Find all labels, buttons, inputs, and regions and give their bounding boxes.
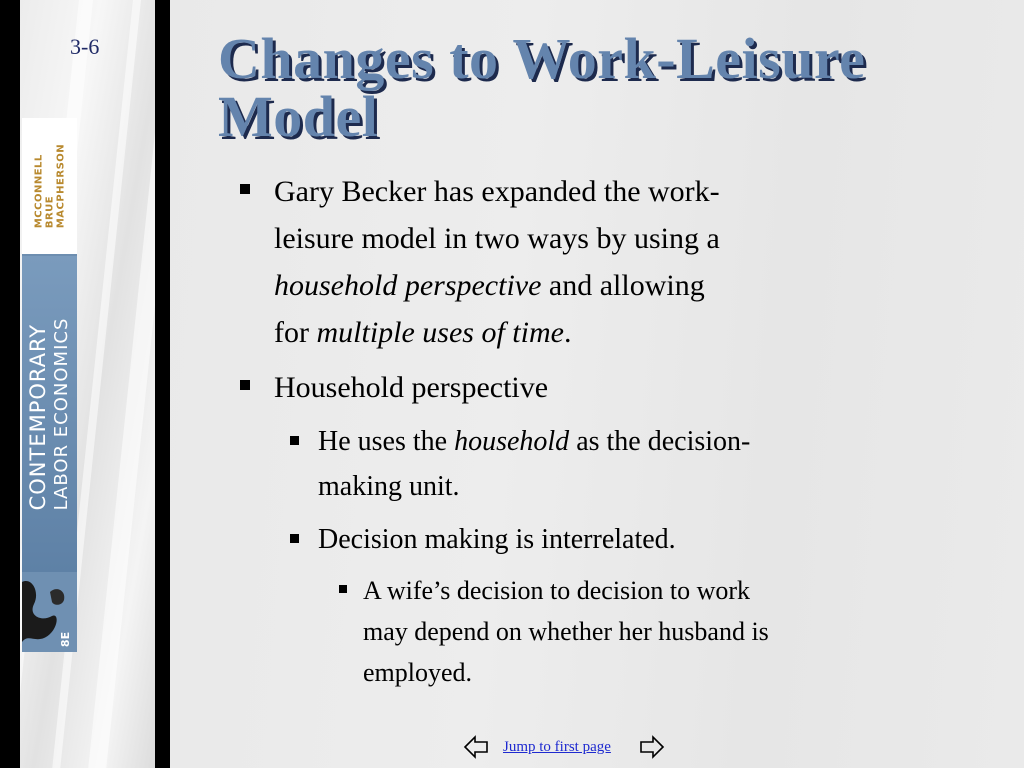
book-spine-authors: [22, 118, 77, 256]
book-spine-art: [22, 572, 77, 652]
author-2: BRUE: [44, 195, 55, 229]
left-border: [0, 0, 20, 768]
bullet-becker-line-3: [274, 262, 922, 309]
subsubbullet-wife-decision-line-3: employed.: [363, 658, 473, 687]
author-1: MCCONNELL: [33, 154, 44, 229]
bullet-becker-line-1: Gary Becker has expanded the work-: [274, 175, 720, 208]
bullet-becker: [232, 168, 922, 356]
bullet-becker-line-4-post: .: [563, 316, 572, 349]
subsubbullet-wife-decision-line-2: may depend on whether her husband is: [363, 617, 769, 646]
subbullet-interrelated: [232, 517, 922, 562]
bullet-household-perspective-text: Household perspective: [274, 371, 549, 404]
arrow-right-outline-icon[interactable]: [639, 734, 665, 760]
slide-content: [232, 168, 922, 693]
arrow-left-outline-icon[interactable]: [463, 734, 489, 760]
book-edition: 8E: [58, 631, 72, 648]
bullet-becker-line-3-rest: and allowing: [541, 269, 705, 302]
book-spine-title: [22, 256, 77, 572]
subbullet-decision-unit-post: as the decision-: [569, 426, 751, 457]
sidebar-divider: [155, 0, 170, 768]
subbullet-decision-unit-line-2: making unit.: [318, 471, 460, 502]
bullet-becker-line-4: [274, 309, 922, 356]
subbullet-decision-unit-pre: He uses the: [318, 426, 455, 457]
slide-title-line-1: Changes to Work-Leisure: [218, 26, 866, 91]
book-title-line-1: CONTEMPORARY: [25, 323, 50, 511]
slide-title-line-2: Model: [218, 84, 379, 149]
book-title-line-2: LABOR ECONOMICS: [50, 317, 72, 511]
subbullet-decision-unit-line-1: [318, 419, 922, 464]
bullet-becker-line-4-pre: for: [274, 316, 317, 349]
jump-to-first-page-link[interactable]: Jump to first page: [503, 739, 611, 755]
slide-number: 3-6: [70, 34, 100, 59]
book-authors: [33, 144, 66, 228]
bullet-household-perspective: [232, 364, 922, 411]
slide-title: [218, 26, 866, 149]
book-title: [26, 318, 74, 511]
subsubbullet-wife-decision: [232, 570, 922, 693]
subbullet-interrelated-text: Decision making is interrelated.: [318, 524, 676, 555]
subbullet-decision-unit: [232, 419, 922, 509]
author-3: MACPHERSON: [55, 143, 66, 229]
bullet-becker-line-2: leisure model in two ways by using a: [274, 222, 720, 255]
household-term: household: [454, 426, 570, 457]
multiple-uses-term: multiple uses of time: [316, 316, 564, 349]
subsubbullet-wife-decision-line-1: A wife’s decision to decision to work: [363, 576, 751, 605]
household-perspective-term: household perspective: [274, 269, 542, 302]
